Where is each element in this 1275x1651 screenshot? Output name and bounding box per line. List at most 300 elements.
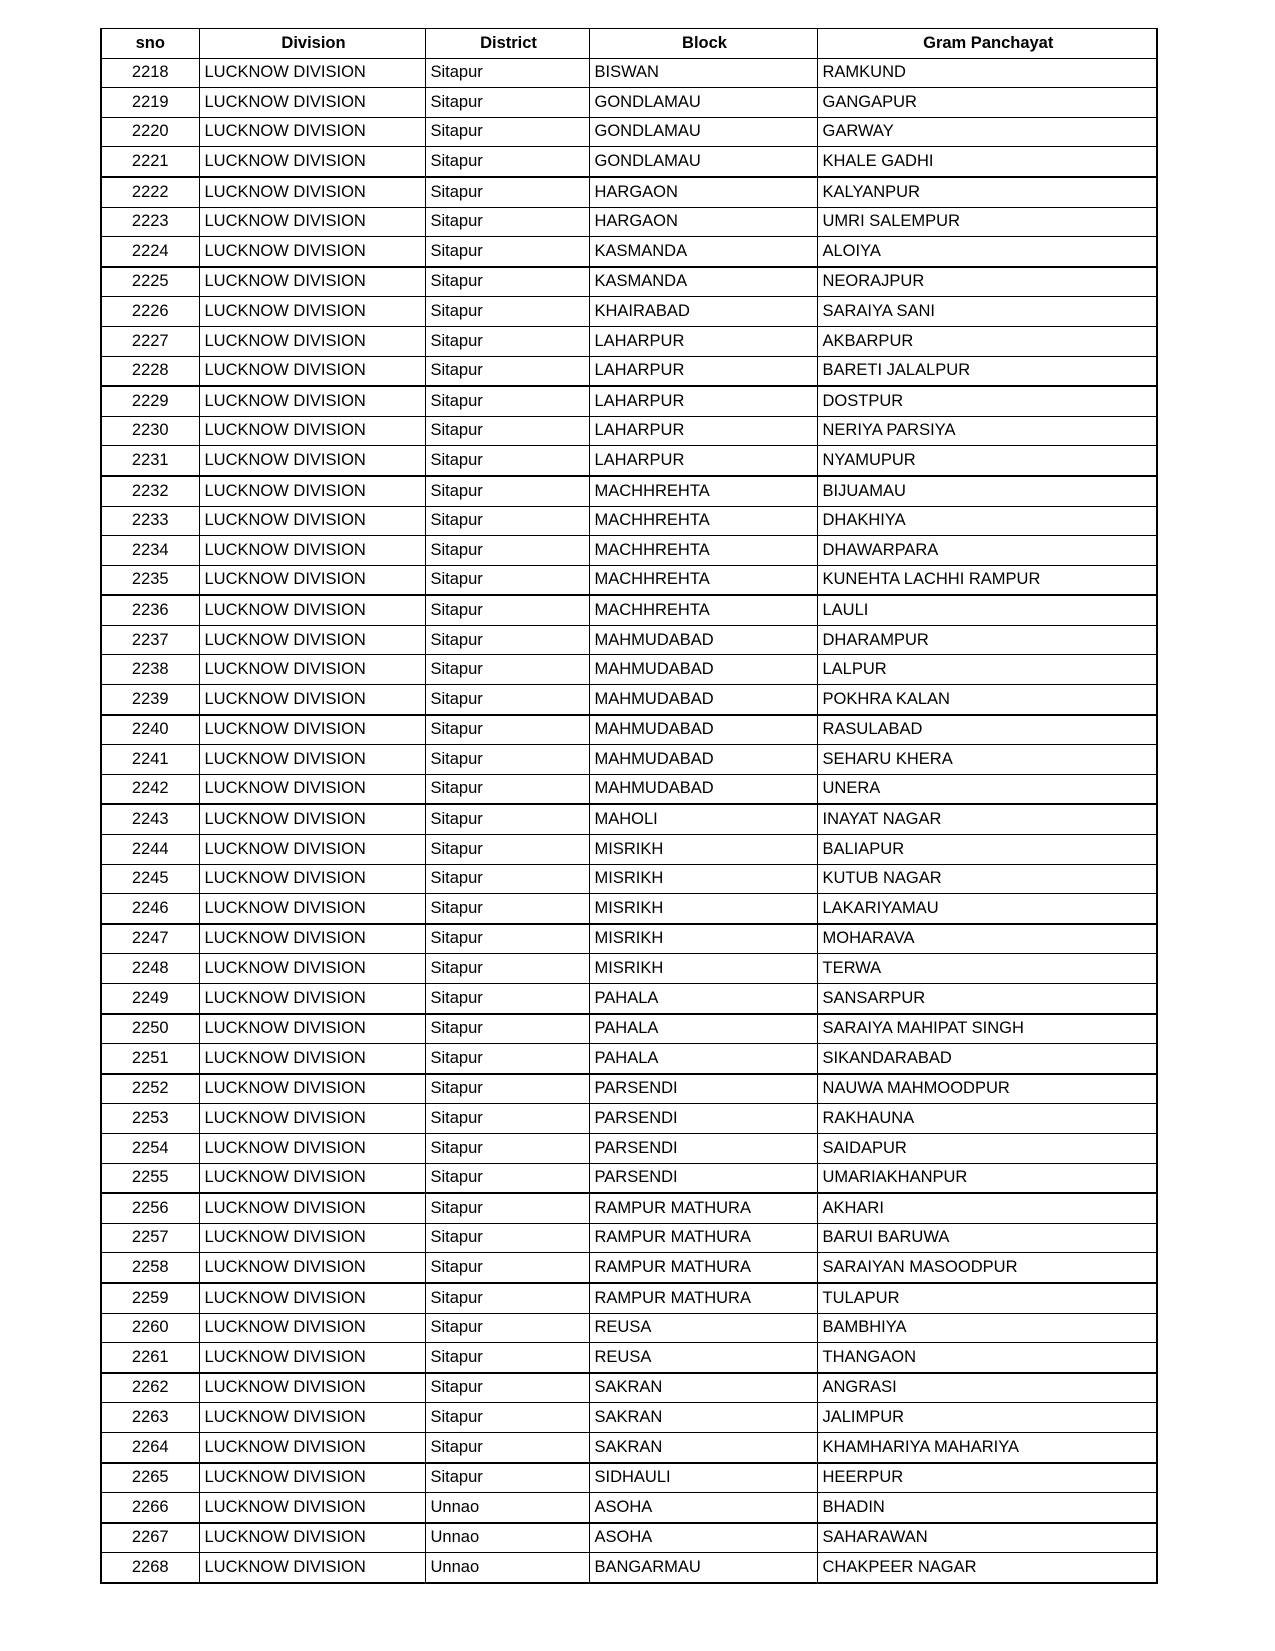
cell-division <box>199 565 425 595</box>
cell-district-value: Sitapur <box>430 122 483 141</box>
cell-gram-panchayat <box>817 356 1157 386</box>
table-row <box>101 745 1157 775</box>
cell-block <box>589 326 817 356</box>
cell-block-value: MISRIKH <box>594 929 664 948</box>
cell-block <box>589 1493 817 1523</box>
cell-gram-panchayat-value: LALPUR <box>822 660 887 679</box>
cell-division-value: LUCKNOW DIVISION <box>204 689 366 708</box>
cell-gram-panchayat <box>817 536 1157 566</box>
cell-block <box>589 88 817 118</box>
cell-sno <box>101 625 199 655</box>
table-row <box>101 1283 1157 1313</box>
cell-division <box>199 1553 425 1583</box>
cell-division-value: LUCKNOW DIVISION <box>204 1318 366 1337</box>
cell-sno-value: 2231 <box>131 450 169 469</box>
cell-division-value: LUCKNOW DIVISION <box>204 929 366 948</box>
cell-gram-panchayat <box>817 835 1157 865</box>
cell-division-value: LUCKNOW DIVISION <box>204 988 366 1007</box>
cell-block <box>589 297 817 327</box>
cell-gram-panchayat <box>817 1523 1157 1553</box>
cell-block <box>589 864 817 894</box>
cell-sno-value: 2240 <box>131 720 169 739</box>
cell-gram-panchayat-value: DHARAMPUR <box>822 630 929 649</box>
cell-district-value: Sitapur <box>430 810 483 829</box>
cell-sno <box>101 1373 199 1403</box>
cell-division-value: LUCKNOW DIVISION <box>204 869 366 888</box>
cell-district-value: Sitapur <box>430 1318 483 1337</box>
cell-block-value: RAMPUR MATHURA <box>594 1257 751 1276</box>
cell-gram-panchayat-value: LAKARIYAMAU <box>822 898 939 917</box>
cell-gram-panchayat-value: JALIMPUR <box>822 1407 905 1426</box>
cell-gram-panchayat <box>817 297 1157 327</box>
cell-sno-value: 2251 <box>131 1048 169 1067</box>
cell-gram-panchayat-value: TULAPUR <box>822 1288 900 1307</box>
cell-block-value: MAHMUDABAD <box>594 720 714 739</box>
cell-block-value: KASMANDA <box>594 272 688 291</box>
cell-sno-value: 2246 <box>131 898 169 917</box>
cell-sno <box>101 1463 199 1493</box>
cell-block-value: PARSENDI <box>594 1138 678 1157</box>
cell-gram-panchayat <box>817 715 1157 745</box>
table-row <box>101 715 1157 745</box>
cell-district-value: Sitapur <box>430 720 483 739</box>
cell-gram-panchayat <box>817 177 1157 207</box>
table-row <box>101 1014 1157 1044</box>
cell-district <box>425 745 589 775</box>
cell-division-value: LUCKNOW DIVISION <box>204 92 366 111</box>
cell-block <box>589 1044 817 1074</box>
cell-district-value: Sitapur <box>430 361 483 380</box>
cell-gram-panchayat-value: NEORAJPUR <box>822 272 925 291</box>
cell-division <box>199 1104 425 1134</box>
cell-gram-panchayat-value: SEHARU KHERA <box>822 749 953 768</box>
cell-gram-panchayat-value: AKHARI <box>822 1198 884 1217</box>
cell-sno <box>101 835 199 865</box>
cell-division-value: LUCKNOW DIVISION <box>204 1109 366 1128</box>
cell-division-value: LUCKNOW DIVISION <box>204 1168 366 1187</box>
cell-gram-panchayat <box>817 476 1157 506</box>
cell-sno <box>101 1253 199 1283</box>
cell-gram-panchayat-value: UNERA <box>822 779 881 798</box>
cell-sno-value: 2263 <box>131 1407 169 1426</box>
cell-division-value: LUCKNOW DIVISION <box>204 511 366 530</box>
cell-block <box>589 356 817 386</box>
cell-gram-panchayat <box>817 1104 1157 1134</box>
cell-division <box>199 1523 425 1553</box>
cell-sno <box>101 685 199 715</box>
cell-district-value: Unnao <box>430 1557 480 1576</box>
cell-district <box>425 1343 589 1373</box>
cell-division <box>199 506 425 536</box>
cell-block <box>589 1163 817 1193</box>
cell-division <box>199 297 425 327</box>
cell-sno <box>101 326 199 356</box>
cell-gram-panchayat-value: CHAKPEER NAGAR <box>822 1557 977 1576</box>
cell-district <box>425 894 589 924</box>
cell-gram-panchayat-value: SAIDAPUR <box>822 1138 907 1157</box>
cell-block-value: LAHARPUR <box>594 391 685 410</box>
cell-gram-panchayat <box>817 506 1157 536</box>
cell-division-value: LUCKNOW DIVISION <box>204 122 366 141</box>
table-row <box>101 58 1157 88</box>
table-row <box>101 1133 1157 1163</box>
cell-division <box>199 58 425 88</box>
cell-sno-value: 2250 <box>131 1019 169 1038</box>
cell-gram-panchayat-value: UMARIAKHANPUR <box>822 1168 968 1187</box>
table-row <box>101 774 1157 804</box>
cell-sno-value: 2226 <box>131 301 169 320</box>
cell-division <box>199 88 425 118</box>
cell-block <box>589 58 817 88</box>
cell-gram-panchayat-value: NERIYA PARSIYA <box>822 421 956 440</box>
cell-gram-panchayat <box>817 446 1157 476</box>
cell-district-value: Sitapur <box>430 1288 483 1307</box>
cell-sno-value: 2234 <box>131 540 169 559</box>
cell-gram-panchayat-value: RASULABAD <box>822 720 923 739</box>
cell-division-value: LUCKNOW DIVISION <box>204 182 366 201</box>
cell-district <box>425 864 589 894</box>
cell-division-value: LUCKNOW DIVISION <box>204 749 366 768</box>
cell-sno-value: 2255 <box>131 1168 169 1187</box>
cell-division-value: LUCKNOW DIVISION <box>204 1138 366 1157</box>
cell-block-value: MISRIKH <box>594 869 664 888</box>
cell-division <box>199 715 425 745</box>
cell-district-value: Sitapur <box>430 988 483 1007</box>
table-row <box>101 1493 1157 1523</box>
cell-block-value: ASOHA <box>594 1497 653 1516</box>
cell-block-value: KASMANDA <box>594 241 688 260</box>
cell-division-value: LUCKNOW DIVISION <box>204 540 366 559</box>
cell-district-value: Sitapur <box>430 1378 483 1397</box>
cell-district <box>425 1283 589 1313</box>
cell-block-value: HARGAON <box>594 182 678 201</box>
cell-sno-value: 2244 <box>131 839 169 858</box>
table-row <box>101 476 1157 506</box>
cell-division-value: LUCKNOW DIVISION <box>204 1198 366 1217</box>
cell-sno-value: 2249 <box>131 988 169 1007</box>
cell-gram-panchayat <box>817 1373 1157 1403</box>
cell-gram-panchayat <box>817 1553 1157 1583</box>
cell-sno <box>101 1104 199 1134</box>
cell-sno-value: 2224 <box>131 241 169 260</box>
cell-block <box>589 147 817 177</box>
cell-block-value: MACHHREHTA <box>594 540 710 559</box>
cell-gram-panchayat-value: LAULI <box>822 600 869 619</box>
cell-gram-panchayat <box>817 924 1157 954</box>
cell-sno <box>101 984 199 1014</box>
cell-sno <box>101 476 199 506</box>
cell-division <box>199 117 425 147</box>
table-row <box>101 1523 1157 1553</box>
cell-division-value: LUCKNOW DIVISION <box>204 810 366 829</box>
cell-gram-panchayat <box>817 984 1157 1014</box>
cell-division <box>199 954 425 984</box>
cell-sno <box>101 356 199 386</box>
cell-gram-panchayat-value: POKHRA KALAN <box>822 689 950 708</box>
table-row <box>101 1044 1157 1074</box>
cell-gram-panchayat <box>817 1283 1157 1313</box>
cell-district <box>425 655 589 685</box>
cell-division-value: LUCKNOW DIVISION <box>204 212 366 231</box>
column-header-sno <box>101 29 199 59</box>
cell-block <box>589 117 817 147</box>
cell-sno <box>101 954 199 984</box>
cell-division-value: LUCKNOW DIVISION <box>204 1528 366 1547</box>
cell-sno-value: 2223 <box>131 212 169 231</box>
cell-division <box>199 536 425 566</box>
cell-gram-panchayat <box>817 864 1157 894</box>
cell-sno-value: 2227 <box>131 331 169 350</box>
cell-sno <box>101 1553 199 1583</box>
cell-sno <box>101 117 199 147</box>
cell-sno <box>101 1223 199 1253</box>
cell-district-value: Sitapur <box>430 779 483 798</box>
cell-block-value: SIDHAULI <box>594 1468 671 1487</box>
cell-gram-panchayat-value: SANSARPUR <box>822 988 926 1007</box>
cell-division <box>199 1193 425 1223</box>
cell-gram-panchayat <box>817 1313 1157 1343</box>
cell-block <box>589 476 817 506</box>
cell-district <box>425 446 589 476</box>
cell-block-value: LAHARPUR <box>594 331 685 350</box>
cell-district <box>425 237 589 267</box>
cell-sno <box>101 864 199 894</box>
cell-sno <box>101 595 199 625</box>
cell-gram-panchayat-value: KHAMHARIYA MAHARIYA <box>822 1437 1020 1456</box>
cell-district <box>425 625 589 655</box>
cell-division <box>199 685 425 715</box>
cell-block <box>589 446 817 476</box>
cell-division <box>199 804 425 834</box>
cell-sno <box>101 565 199 595</box>
cell-division-value: LUCKNOW DIVISION <box>204 600 366 619</box>
cell-gram-panchayat <box>817 655 1157 685</box>
cell-division <box>199 1313 425 1343</box>
cell-gram-panchayat-value: SARAIYA SANI <box>822 301 935 320</box>
table-row <box>101 984 1157 1014</box>
cell-gram-panchayat-value: NAUWA MAHMOODPUR <box>822 1079 1010 1098</box>
cell-division-value: LUCKNOW DIVISION <box>204 241 366 260</box>
table-row <box>101 1193 1157 1223</box>
cell-district-value: Sitapur <box>430 689 483 708</box>
cell-district <box>425 715 589 745</box>
cell-district <box>425 416 589 446</box>
cell-district <box>425 774 589 804</box>
cell-district <box>425 804 589 834</box>
cell-gram-panchayat <box>817 1163 1157 1193</box>
cell-sno-value: 2248 <box>131 959 169 978</box>
cell-block <box>589 1283 817 1313</box>
cell-division-value: LUCKNOW DIVISION <box>204 570 366 589</box>
table-row <box>101 1432 1157 1462</box>
cell-gram-panchayat <box>817 207 1157 237</box>
cell-district <box>425 267 589 297</box>
cell-division-value: LUCKNOW DIVISION <box>204 391 366 410</box>
cell-sno-value: 2233 <box>131 511 169 530</box>
cell-division-value: LUCKNOW DIVISION <box>204 1497 366 1516</box>
cell-sno-value: 2228 <box>131 361 169 380</box>
table-header-row <box>101 29 1157 59</box>
cell-district-value: Sitapur <box>430 1468 483 1487</box>
table-row <box>101 506 1157 536</box>
cell-district-value: Sitapur <box>430 600 483 619</box>
cell-block <box>589 416 817 446</box>
cell-gram-panchayat <box>817 1223 1157 1253</box>
table-row <box>101 1553 1157 1583</box>
cell-division-value: LUCKNOW DIVISION <box>204 1347 366 1366</box>
cell-block-value: SAKRAN <box>594 1407 663 1426</box>
cell-block <box>589 1553 817 1583</box>
cell-block-value: BISWAN <box>594 63 659 82</box>
cell-sno-value: 2253 <box>131 1109 169 1128</box>
cell-block-value: KHAIRABAD <box>594 301 690 320</box>
cell-sno <box>101 1133 199 1163</box>
cell-district <box>425 1523 589 1553</box>
cell-sno <box>101 88 199 118</box>
cell-division <box>199 1133 425 1163</box>
cell-block <box>589 1104 817 1134</box>
cell-block <box>589 655 817 685</box>
cell-gram-panchayat-value: BARUI BARUWA <box>822 1228 950 1247</box>
cell-district <box>425 476 589 506</box>
cell-division-value: LUCKNOW DIVISION <box>204 1288 366 1307</box>
table-row <box>101 1163 1157 1193</box>
table-row <box>101 297 1157 327</box>
cell-sno-value: 2241 <box>131 749 169 768</box>
table-row <box>101 894 1157 924</box>
cell-district <box>425 1313 589 1343</box>
cell-district-value: Sitapur <box>430 1079 483 1098</box>
cell-block <box>589 1343 817 1373</box>
cell-block-value: MACHHREHTA <box>594 511 710 530</box>
cell-district-value: Sitapur <box>430 1048 483 1067</box>
cell-sno <box>101 1493 199 1523</box>
cell-sno <box>101 1283 199 1313</box>
cell-sno-value: 2259 <box>131 1288 169 1307</box>
table-row <box>101 237 1157 267</box>
table-row <box>101 954 1157 984</box>
cell-division <box>199 625 425 655</box>
cell-sno <box>101 147 199 177</box>
cell-district <box>425 177 589 207</box>
table-row <box>101 1313 1157 1343</box>
cell-gram-panchayat-value: GANGAPUR <box>822 92 917 111</box>
cell-sno <box>101 1193 199 1223</box>
cell-district-value: Sitapur <box>430 630 483 649</box>
column-header-block <box>589 29 817 59</box>
cell-division-value: LUCKNOW DIVISION <box>204 720 366 739</box>
cell-gram-panchayat <box>817 595 1157 625</box>
cell-block-value: MISRIKH <box>594 959 664 978</box>
cell-sno <box>101 1074 199 1104</box>
cell-district-value: Sitapur <box>430 929 483 948</box>
cell-gram-panchayat-value: DHAWARPARA <box>822 540 939 559</box>
cell-block <box>589 954 817 984</box>
cell-block-value: MAHMUDABAD <box>594 689 714 708</box>
cell-district <box>425 1074 589 1104</box>
cell-district <box>425 565 589 595</box>
cell-sno <box>101 237 199 267</box>
cell-gram-panchayat-value: DOSTPUR <box>822 391 904 410</box>
cell-block <box>589 207 817 237</box>
cell-sno-value: 2232 <box>131 481 169 500</box>
cell-block-value: MACHHREHTA <box>594 570 710 589</box>
cell-district <box>425 835 589 865</box>
cell-district-value: Sitapur <box>430 92 483 111</box>
cell-district-value: Sitapur <box>430 421 483 440</box>
cell-sno <box>101 177 199 207</box>
cell-block-value: PARSENDI <box>594 1109 678 1128</box>
cell-gram-panchayat-value: SARAIYAN MASOODPUR <box>822 1257 1018 1276</box>
cell-sno-value: 2225 <box>131 272 169 291</box>
cell-block <box>589 984 817 1014</box>
cell-block <box>589 595 817 625</box>
table-row <box>101 625 1157 655</box>
cell-division-value: LUCKNOW DIVISION <box>204 63 366 82</box>
cell-sno-value: 2222 <box>131 182 169 201</box>
column-header-block-label: Block <box>682 33 727 52</box>
cell-division-value: LUCKNOW DIVISION <box>204 1228 366 1247</box>
cell-sno-value: 2258 <box>131 1257 169 1276</box>
cell-district <box>425 1493 589 1523</box>
cell-block-value: MISRIKH <box>594 839 664 858</box>
table-row <box>101 685 1157 715</box>
cell-gram-panchayat-value: TERWA <box>822 959 882 978</box>
cell-sno <box>101 715 199 745</box>
cell-sno <box>101 1044 199 1074</box>
cell-district <box>425 1193 589 1223</box>
cell-division <box>199 894 425 924</box>
cell-district-value: Sitapur <box>430 331 483 350</box>
cell-block <box>589 1403 817 1433</box>
cell-sno <box>101 655 199 685</box>
cell-division <box>199 1283 425 1313</box>
cell-district-value: Sitapur <box>430 540 483 559</box>
column-header-division <box>199 29 425 59</box>
cell-district-value: Sitapur <box>430 1109 483 1128</box>
cell-block-value: MACHHREHTA <box>594 481 710 500</box>
cell-sno-value: 2218 <box>131 63 169 82</box>
cell-sno <box>101 267 199 297</box>
cell-sno-value: 2239 <box>131 689 169 708</box>
cell-district <box>425 1553 589 1583</box>
cell-block-value: SAKRAN <box>594 1378 663 1397</box>
cell-division-value: LUCKNOW DIVISION <box>204 152 366 171</box>
cell-gram-panchayat <box>817 88 1157 118</box>
cell-district <box>425 1432 589 1462</box>
cell-gram-panchayat-value: UMRI SALEMPUR <box>822 212 961 231</box>
table-row <box>101 595 1157 625</box>
cell-gram-panchayat-value: SARAIYA MAHIPAT SINGH <box>822 1019 1024 1038</box>
cell-sno <box>101 894 199 924</box>
table-row <box>101 864 1157 894</box>
cell-division-value: LUCKNOW DIVISION <box>204 1378 366 1397</box>
cell-district-value: Sitapur <box>430 1228 483 1247</box>
cell-division <box>199 864 425 894</box>
cell-gram-panchayat <box>817 267 1157 297</box>
cell-sno-value: 2262 <box>131 1378 169 1397</box>
cell-district-value: Sitapur <box>430 749 483 768</box>
cell-district-value: Sitapur <box>430 63 483 82</box>
cell-gram-panchayat <box>817 1493 1157 1523</box>
cell-gram-panchayat <box>817 954 1157 984</box>
cell-division <box>199 177 425 207</box>
cell-district-value: Sitapur <box>430 1347 483 1366</box>
cell-gram-panchayat <box>817 685 1157 715</box>
cell-gram-panchayat <box>817 804 1157 834</box>
table-row <box>101 117 1157 147</box>
cell-block <box>589 1193 817 1223</box>
